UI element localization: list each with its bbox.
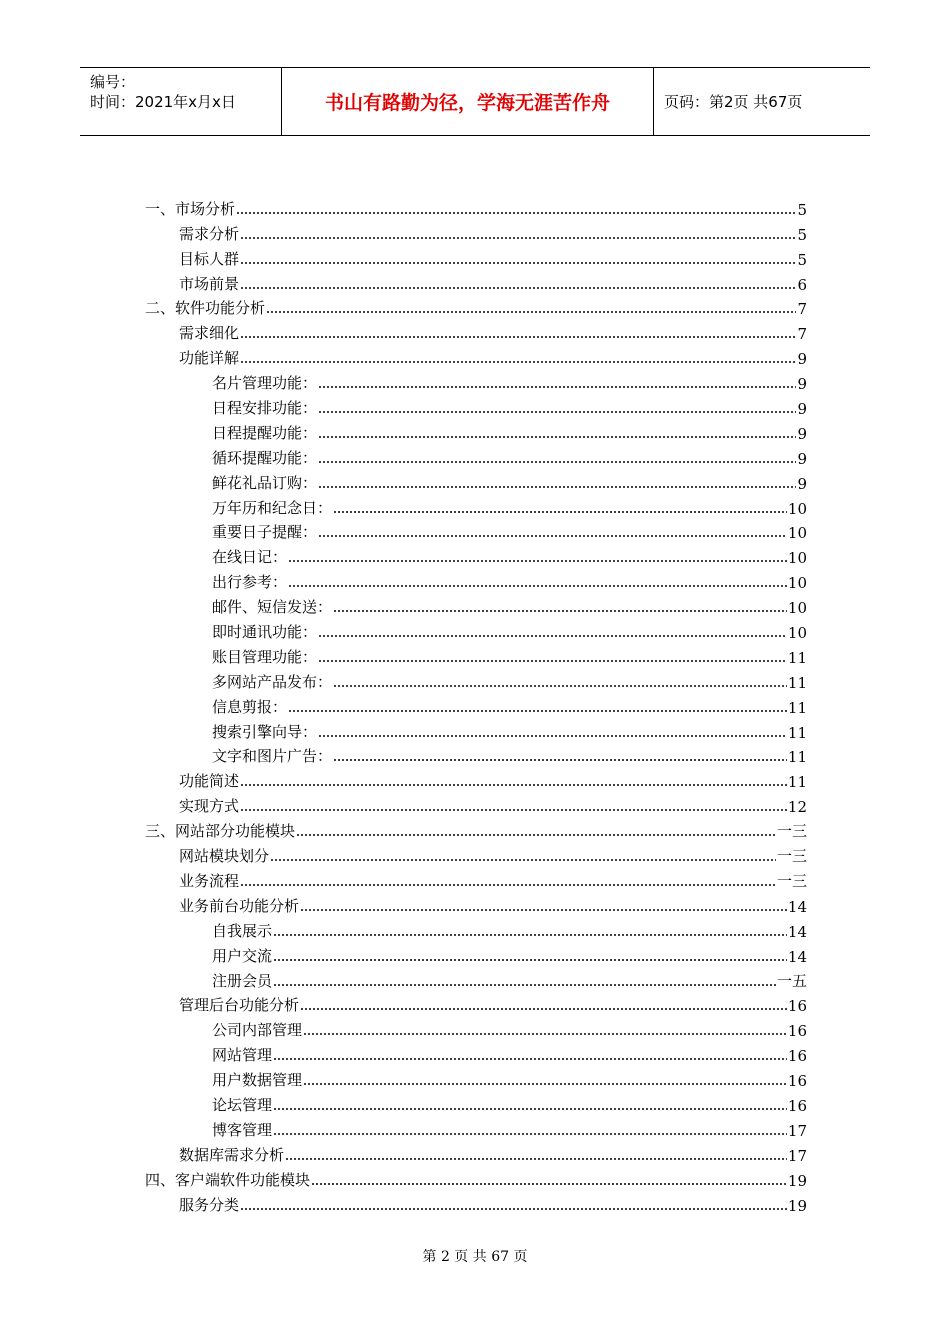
page-footer: 第 2 页 共 67 页 [422, 1249, 528, 1265]
toc-entry-page: 10 [787, 499, 807, 518]
toc-dot-leader [318, 486, 796, 488]
toc-dot-leader [240, 809, 787, 811]
toc-entry-title: 四、客户端软件功能模块 [145, 1170, 311, 1189]
toc-entry-page: 9 [797, 400, 807, 419]
toc-entry[interactable] [145, 742, 807, 767]
toc-entry[interactable] [145, 642, 807, 667]
toc-entry-title: 名片管理功能： [212, 374, 318, 393]
toc-entry-page: 10 [787, 624, 807, 643]
toc-dot-leader [240, 1208, 787, 1210]
toc-dot-leader [273, 1133, 787, 1135]
toc-dot-leader [318, 411, 796, 413]
toc-entry[interactable] [145, 294, 807, 319]
toc-entry-title: 账目管理功能： [212, 647, 318, 666]
header-motto: 书山有路勤为径，学海无涯苦作舟 [282, 68, 654, 135]
toc-entry[interactable] [145, 393, 807, 418]
toc-dot-leader [333, 511, 787, 513]
toc-entry[interactable] [145, 418, 807, 443]
toc-dot-leader [273, 1058, 787, 1060]
toc-dot-leader [296, 834, 776, 836]
toc-entry[interactable] [145, 443, 807, 468]
toc-entry-page: 16 [787, 1022, 807, 1041]
toc-entry-page: 5 [797, 200, 807, 219]
toc-dot-leader [318, 635, 787, 637]
toc-entry[interactable] [145, 1015, 807, 1040]
toc-entry-page: 16 [787, 1096, 807, 1115]
toc-entry-page: 6 [797, 275, 807, 294]
toc-entry[interactable] [145, 343, 807, 368]
toc-entry[interactable] [145, 991, 807, 1016]
toc-entry-page: 11 [787, 698, 807, 717]
toc-entry-title: 公司内部管理 [212, 1021, 303, 1040]
toc-dot-leader [333, 685, 787, 687]
toc-dot-leader [318, 436, 796, 438]
toc-entry[interactable] [145, 1140, 807, 1165]
toc-dot-leader [273, 1108, 787, 1110]
header-page-code: 页码：第2页 共67页 [664, 93, 803, 111]
toc-dot-leader [285, 1158, 787, 1160]
toc-entry-title: 需求细化 [179, 324, 240, 343]
toc-entry-title: 论坛管理 [212, 1095, 273, 1114]
toc-dot-leader [333, 759, 787, 761]
toc-entry-page: 19 [787, 1171, 807, 1190]
header-meta [80, 68, 282, 135]
toc-entry-page: 14 [787, 897, 807, 916]
table-of-contents [145, 194, 807, 1215]
toc-entry-page: 7 [797, 300, 807, 319]
toc-entry-title: 网站模块划分 [179, 847, 270, 866]
toc-entry-title: 搜索引擎向导： [212, 722, 318, 741]
toc-entry-title: 文字和图片广告： [212, 747, 333, 766]
toc-entry-page: 一三 [776, 871, 807, 890]
toc-dot-leader [300, 1008, 787, 1010]
toc-entry-page: 9 [797, 375, 807, 394]
toc-entry[interactable] [145, 816, 807, 841]
toc-entry-title: 用户交流 [212, 946, 273, 965]
toc-entry-title: 三、网站部分功能模块 [145, 822, 296, 841]
toc-dot-leader [240, 336, 796, 338]
toc-entry-page: 11 [787, 673, 807, 692]
toc-dot-leader [273, 934, 787, 936]
toc-entry[interactable] [145, 1165, 807, 1190]
toc-entry[interactable] [145, 841, 807, 866]
toc-entry-page: 9 [797, 474, 807, 493]
toc-dot-leader [300, 909, 787, 911]
toc-entry[interactable] [145, 244, 807, 269]
toc-entry-title: 需求分析 [179, 224, 240, 243]
toc-entry-page: 11 [787, 773, 807, 792]
page-header [80, 67, 870, 136]
toc-dot-leader [303, 1033, 787, 1035]
toc-dot-leader [318, 535, 787, 537]
toc-entry[interactable] [145, 916, 807, 941]
toc-entry[interactable] [145, 219, 807, 244]
toc-entry-title: 一、市场分析 [145, 199, 236, 218]
toc-entry[interactable] [145, 1065, 807, 1090]
toc-dot-leader [266, 311, 796, 313]
toc-dot-leader [240, 237, 796, 239]
toc-entry[interactable] [145, 1040, 807, 1065]
toc-entry[interactable] [145, 542, 807, 567]
toc-entry-title: 博客管理 [212, 1120, 273, 1139]
toc-dot-leader [303, 1083, 787, 1085]
toc-entry-title: 万年历和纪念日： [212, 498, 333, 517]
toc-entry[interactable] [145, 692, 807, 717]
toc-entry-page: 一三 [776, 822, 807, 841]
toc-entry-title: 循环提醒功能： [212, 448, 318, 467]
toc-entry-page: 16 [787, 1072, 807, 1091]
document-time-label: 时间：2021年x月x日 [90, 93, 236, 111]
toc-entry[interactable] [145, 966, 807, 991]
toc-entry-title: 管理后台功能分析 [179, 996, 300, 1015]
toc-entry[interactable] [145, 518, 807, 543]
toc-entry-title: 注册会员 [212, 971, 273, 990]
toc-entry-page: 14 [787, 922, 807, 941]
toc-dot-leader [240, 287, 796, 289]
toc-entry-title: 日程提醒功能： [212, 423, 318, 442]
toc-entry-page: 14 [787, 947, 807, 966]
toc-entry-page: 11 [787, 748, 807, 767]
toc-entry-page: 19 [787, 1196, 807, 1215]
toc-entry[interactable] [145, 791, 807, 816]
toc-entry-page: 16 [787, 997, 807, 1016]
toc-dot-leader [273, 984, 776, 986]
toc-entry[interactable] [145, 592, 807, 617]
toc-dot-leader [236, 212, 796, 214]
toc-entry[interactable] [145, 368, 807, 393]
toc-dot-leader [240, 262, 796, 264]
toc-entry-page: 9 [797, 350, 807, 369]
toc-entry-page: 9 [797, 449, 807, 468]
toc-entry[interactable] [145, 194, 807, 219]
toc-entry-title: 用户数据管理 [212, 1071, 303, 1090]
toc-entry[interactable] [145, 617, 807, 642]
toc-dot-leader [318, 735, 787, 737]
toc-entry-page: 10 [787, 574, 807, 593]
toc-entry-page: 10 [787, 599, 807, 618]
toc-entry[interactable] [145, 269, 807, 294]
toc-entry-title: 在线日记： [212, 548, 288, 567]
toc-entry-title: 网站管理 [212, 1046, 273, 1065]
toc-entry-page: 10 [787, 524, 807, 543]
toc-dot-leader [273, 959, 787, 961]
toc-entry-title: 实现方式 [179, 797, 240, 816]
toc-dot-leader [311, 1183, 787, 1185]
toc-entry[interactable] [145, 717, 807, 742]
toc-entry[interactable] [145, 567, 807, 592]
toc-entry-title: 业务流程 [179, 871, 240, 890]
toc-entry-title: 功能详解 [179, 349, 240, 368]
toc-entry-title: 日程安排功能： [212, 399, 318, 418]
toc-entry-page: 12 [787, 798, 807, 817]
toc-entry-page: 一五 [776, 971, 807, 990]
toc-entry-page: 9 [797, 424, 807, 443]
toc-entry-title: 服务分类 [179, 1195, 240, 1214]
toc-entry-page: 16 [787, 1047, 807, 1066]
toc-dot-leader [288, 560, 787, 562]
toc-entry-title: 市场前景 [179, 274, 240, 293]
toc-dot-leader [240, 784, 787, 786]
toc-entry[interactable] [145, 667, 807, 692]
toc-dot-leader [270, 859, 776, 861]
toc-entry[interactable] [145, 1190, 807, 1215]
toc-entry-title: 自我展示 [212, 921, 273, 940]
toc-entry-page: 5 [797, 225, 807, 244]
toc-entry-title: 二、软件功能分析 [145, 299, 266, 318]
toc-entry-page: 11 [787, 723, 807, 742]
toc-entry[interactable] [145, 468, 807, 493]
toc-entry-page: 17 [787, 1146, 807, 1165]
toc-dot-leader [288, 585, 787, 587]
toc-dot-leader [240, 361, 796, 363]
toc-entry-title: 邮件、短信发送： [212, 598, 333, 617]
toc-entry-page: 11 [787, 648, 807, 667]
toc-entry[interactable] [145, 493, 807, 518]
toc-entry-page: 5 [797, 250, 807, 269]
toc-entry-title: 业务前台功能分析 [179, 896, 300, 915]
toc-dot-leader [240, 884, 776, 886]
toc-entry-title: 即时通讯功能： [212, 623, 318, 642]
toc-entry[interactable] [145, 1115, 807, 1140]
toc-entry-title: 信息剪报： [212, 697, 288, 716]
toc-dot-leader [288, 710, 787, 712]
toc-entry-page: 一三 [776, 847, 807, 866]
toc-entry-title: 目标人群 [179, 249, 240, 268]
toc-entry-title: 功能简述 [179, 772, 240, 791]
toc-dot-leader [333, 610, 787, 612]
toc-entry-title: 重要日子提醒： [212, 523, 318, 542]
toc-entry-page: 17 [787, 1121, 807, 1140]
toc-entry-title: 鲜花礼品订购： [212, 473, 318, 492]
document-number-label: 编号： [90, 73, 136, 91]
toc-dot-leader [318, 386, 796, 388]
toc-dot-leader [318, 660, 787, 662]
toc-entry[interactable] [145, 891, 807, 916]
toc-entry[interactable] [145, 318, 807, 343]
toc-entry[interactable] [145, 766, 807, 791]
toc-dot-leader [318, 461, 796, 463]
toc-entry[interactable] [145, 866, 807, 891]
toc-entry-page: 7 [797, 325, 807, 344]
toc-entry-title: 多网站产品发布： [212, 672, 333, 691]
toc-entry[interactable] [145, 941, 807, 966]
toc-entry-page: 10 [787, 549, 807, 568]
toc-entry-title: 数据库需求分析 [179, 1145, 285, 1164]
toc-entry-title: 出行参考： [212, 573, 288, 592]
toc-entry[interactable] [145, 1090, 807, 1115]
